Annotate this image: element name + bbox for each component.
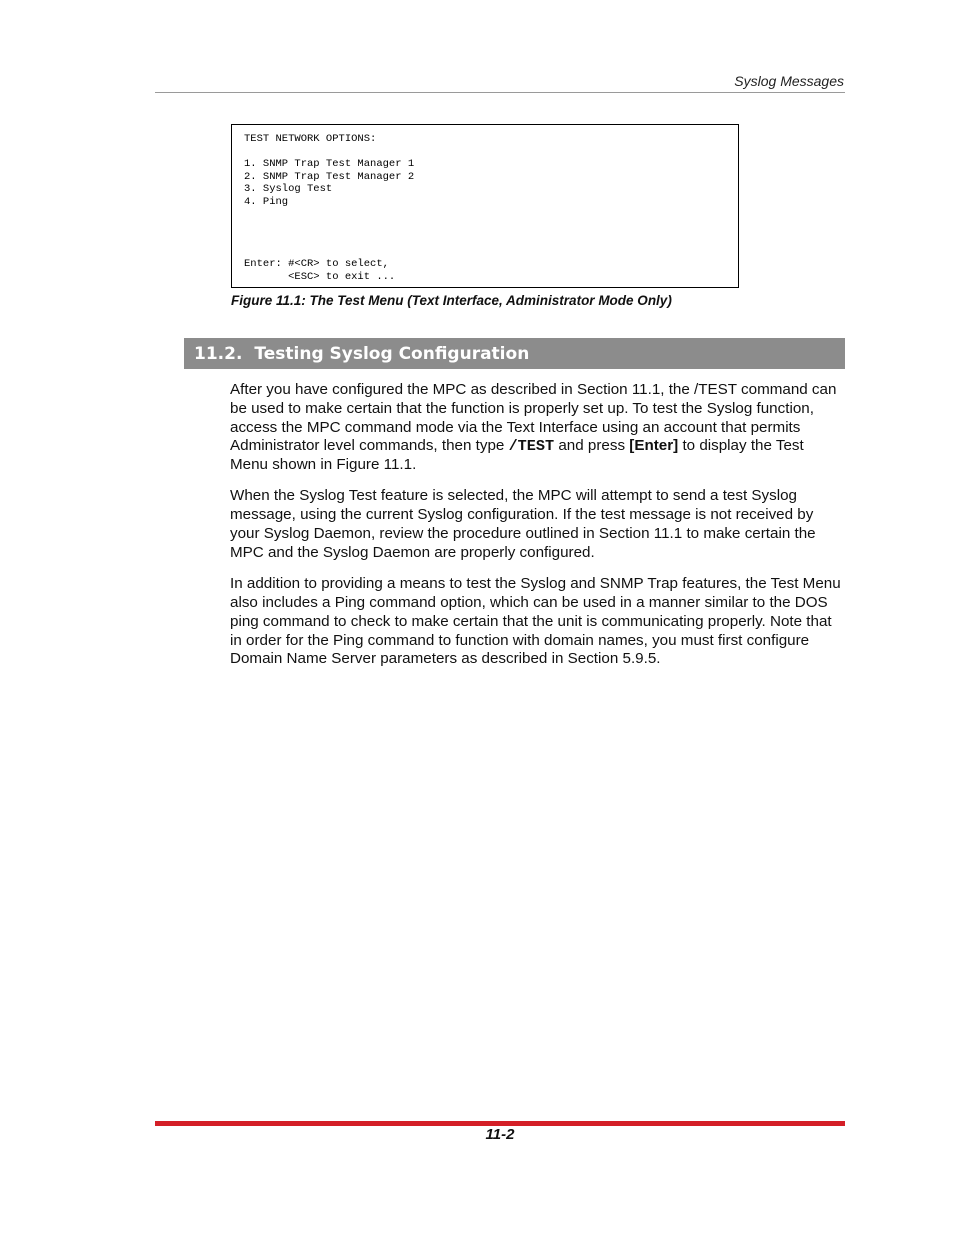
paragraph-3: In addition to providing a means to test the Syslog and SNMP Trap features, the Test Menu also includes a Ping command option, which can be used in a manner similar to the DOS ping command to check to make certain that the unit is communicating properly. Note that in order for the Ping command to function with domain names, you must first configure Domain Name Server parameters as described in Section 5.9.5.: [230, 575, 841, 668]
screen-line: 3. Syslog Test: [244, 183, 333, 195]
key-text: [Enter]: [629, 437, 679, 455]
screen-line: 2. SNMP Trap Test Manager 2: [244, 170, 415, 183]
running-header: Syslog Messages: [734, 73, 844, 89]
screen-line: 4. Ping: [244, 195, 289, 208]
page-number: 11-2: [485, 1126, 515, 1143]
figure-caption: Figure 11.1: The Test Menu (Text Interface, Administrator Mode Only): [231, 293, 672, 308]
screen-line: TEST NETWORK OPTIONS:: [244, 133, 377, 145]
paragraph-2: When the Syslog Test feature is selected, the MPC will attempt to send a test Syslog message, using the current Syslog configuration. If the test message is not received by your Syslog Daemon, review the procedure outlined in Section 11.1 to make certain the MPC and the Syslog Daemon are properly configured.: [230, 487, 816, 561]
text-run: and press: [554, 437, 630, 455]
text-run: After you have configured the MPC as described in Section 11.1, the /TEST command can be used to make certain that the function is properly set up. To test the Syslog function, access the MPC command mode via the Text Interface using an account that permits Administrator level commands, then type: [230, 381, 837, 455]
body-text: [230, 381, 842, 682]
screen-line: 1. SNMP Trap Test Manager 1: [244, 158, 415, 170]
section-number: 11.2.: [194, 343, 243, 364]
screen-line: [244, 246, 726, 259]
screen-line: [244, 221, 726, 234]
screen-line: [244, 146, 726, 159]
paragraph-1: [230, 381, 842, 475]
screen-line: [244, 208, 726, 221]
section-title: Testing Syslog Configuration: [254, 343, 530, 364]
screen-line: [244, 233, 726, 246]
text-run: to display the Test Menu shown in Figure 11.1.: [230, 437, 804, 474]
screen-line: Enter: #<CR> to select,: [244, 258, 389, 270]
section-heading: [184, 338, 845, 369]
command-text: /TEST: [508, 437, 555, 456]
terminal-screen-figure: [231, 124, 739, 288]
header-rule: [155, 92, 845, 93]
screen-line: <ESC> to exit ...: [244, 270, 396, 283]
